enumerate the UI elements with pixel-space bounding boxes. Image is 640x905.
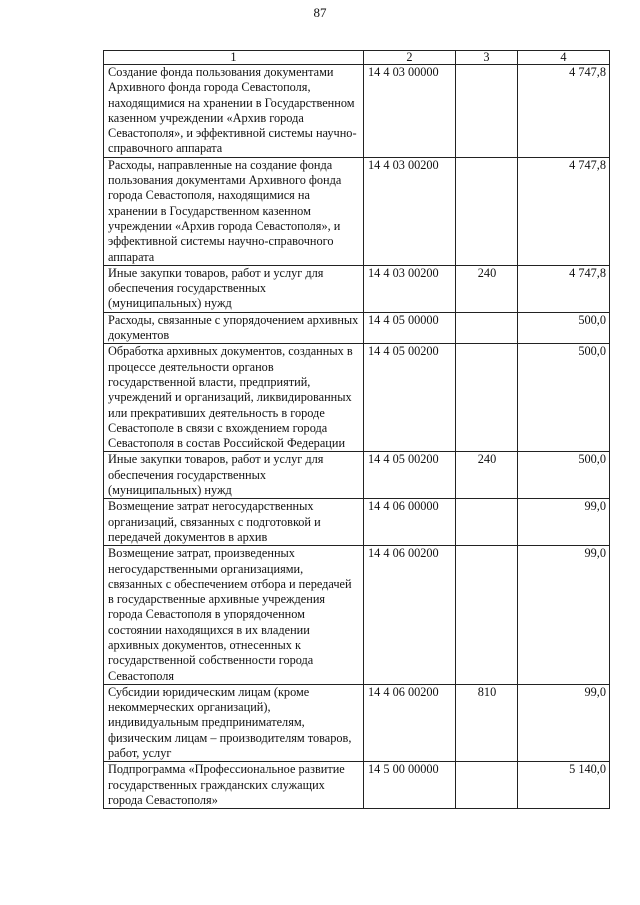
- row-name: Расходы, связанные с упорядочением архивных документов: [104, 312, 364, 344]
- row-expense-type: [456, 65, 518, 158]
- table-row: [104, 65, 610, 158]
- row-amount: 4 747,8: [518, 65, 610, 158]
- row-code: 14 4 05 00200: [364, 344, 456, 452]
- table-row: [104, 452, 610, 499]
- row-amount: 500,0: [518, 452, 610, 499]
- table-row: [104, 546, 610, 685]
- header-col-1: 1: [104, 51, 364, 65]
- row-name: Возмещение затрат негосударственных организаций, связанных с подготовкой и передачей документов в архив: [104, 499, 364, 546]
- row-amount: 4 747,8: [518, 157, 610, 265]
- row-expense-type: [456, 344, 518, 452]
- row-name: Иные закупки товаров, работ и услуг для обеспечения государственных (муниципальных) нужд: [104, 452, 364, 499]
- row-name: Иные закупки товаров, работ и услуг для обеспечения государственных (муниципальных) нужд: [104, 265, 364, 312]
- table-row: [104, 762, 610, 809]
- table-row: [104, 499, 610, 546]
- row-amount: 99,0: [518, 499, 610, 546]
- row-code: 14 5 00 00000: [364, 762, 456, 809]
- row-amount: 99,0: [518, 546, 610, 685]
- row-name: Расходы, направленные на создание фонда пользования документами Архивного фонда города Севастополя, находящимися на хранении в Государственном казенном учреждении «Архив города Севастополя», и эффективной системы научно-справочного аппарата: [104, 157, 364, 265]
- row-name: Подпрограмма «Профессиональное развитие государственных гражданских служащих города Севастополя»: [104, 762, 364, 809]
- row-code: 14 4 06 00000: [364, 499, 456, 546]
- table-row: [104, 312, 610, 344]
- page-number: 87: [313, 5, 327, 20]
- row-code: 14 4 03 00200: [364, 265, 456, 312]
- header-col-4: 4: [518, 51, 610, 65]
- budget-table: [103, 50, 610, 809]
- header-col-3: 3: [456, 51, 518, 65]
- table-row: [104, 157, 610, 265]
- table-row: [104, 684, 610, 761]
- row-code: 14 4 06 00200: [364, 684, 456, 761]
- row-amount: 99,0: [518, 684, 610, 761]
- row-expense-type: 240: [456, 265, 518, 312]
- row-expense-type: 810: [456, 684, 518, 761]
- table-header-row: [104, 51, 610, 65]
- row-expense-type: [456, 157, 518, 265]
- row-name: Возмещение затрат, произведенных негосударственными организациями, связанных с обеспечением отбора и передачей в государственные архивные учреждения города Севастополя в упорядоченном состоянии находящихся в их владении архивных документов, отнесенных к государственной собственности города Севастополя: [104, 546, 364, 685]
- row-name: Создание фонда пользования документами Архивного фонда города Севастополя, находящимися на хранении в Государственном казенном учреждении «Архив города Севастополя», и эффективной системы научно-справочного аппарата: [104, 65, 364, 158]
- row-amount: 500,0: [518, 312, 610, 344]
- header-col-2: 2: [364, 51, 456, 65]
- table-row: [104, 265, 610, 312]
- row-code: 14 4 03 00000: [364, 65, 456, 158]
- row-name: Субсидии юридическим лицам (кроме некоммерческих организаций), индивидуальным предпринимателям, физическим лицам – производителям товаров, работ, услуг: [104, 684, 364, 761]
- row-code: 14 4 05 00000: [364, 312, 456, 344]
- row-code: 14 4 05 00200: [364, 452, 456, 499]
- table-row: [104, 344, 610, 452]
- row-code: 14 4 03 00200: [364, 157, 456, 265]
- row-amount: 500,0: [518, 344, 610, 452]
- row-expense-type: [456, 499, 518, 546]
- row-code: 14 4 06 00200: [364, 546, 456, 685]
- row-amount: 5 140,0: [518, 762, 610, 809]
- row-name: Обработка архивных документов, созданных в процессе деятельности органов государственной власти, предприятий, учреждений и организаций, ликвидированных или прекративших деятельность в городе Севастополе в связи с вхождением города Севастополя в состав Российской Федерации: [104, 344, 364, 452]
- row-expense-type: [456, 762, 518, 809]
- row-amount: 4 747,8: [518, 265, 610, 312]
- row-expense-type: 240: [456, 452, 518, 499]
- row-expense-type: [456, 312, 518, 344]
- row-expense-type: [456, 546, 518, 685]
